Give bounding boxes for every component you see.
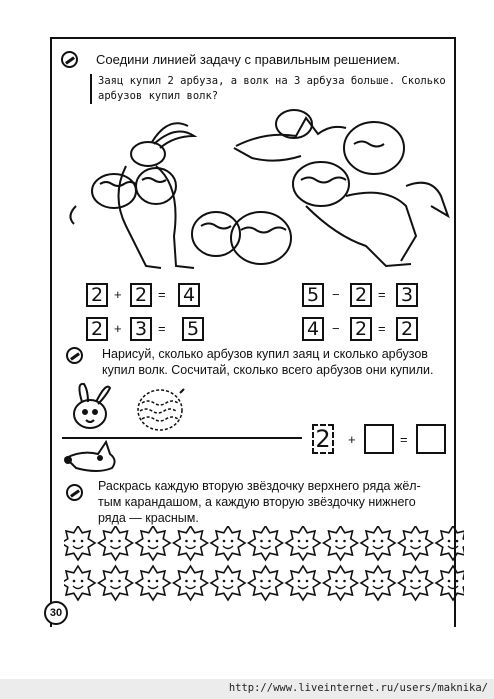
task2-line-2: купил волк. Сосчитай, сколько всего арбузов они купили. bbox=[102, 363, 434, 377]
task3-line-3: ряда — красным. bbox=[98, 511, 199, 525]
star-icon[interactable] bbox=[99, 566, 133, 600]
star-icon[interactable] bbox=[361, 526, 395, 560]
number-box: 2 bbox=[350, 317, 372, 341]
star-icon[interactable] bbox=[136, 526, 170, 560]
number-box: 5 bbox=[302, 283, 324, 307]
sum-second-box[interactable] bbox=[364, 424, 394, 454]
star-icon[interactable] bbox=[436, 526, 464, 560]
problem-marker bbox=[90, 74, 92, 104]
wolf-cap-melon bbox=[276, 110, 312, 138]
equals-sign: = bbox=[158, 321, 166, 336]
task3-line-2: тым карандашом, а каждую вторую звёздочку нижнего bbox=[98, 495, 416, 509]
sum-total-box[interactable] bbox=[416, 424, 446, 454]
number-box: 3 bbox=[130, 317, 152, 341]
equals-sign: = bbox=[378, 321, 386, 336]
divider-line bbox=[62, 437, 302, 439]
pencil-icon bbox=[66, 347, 83, 364]
star-icon[interactable] bbox=[99, 526, 133, 560]
star-icon[interactable] bbox=[436, 566, 464, 600]
hare-icon bbox=[62, 380, 122, 435]
star-icon[interactable] bbox=[64, 566, 95, 600]
sum-first-box: 2 bbox=[312, 424, 334, 454]
stars-area bbox=[64, 526, 464, 606]
pencil-icon bbox=[61, 51, 78, 68]
star-icon[interactable] bbox=[211, 566, 245, 600]
number-box: 2 bbox=[86, 283, 108, 307]
problem-line-2: арбузов купил волк? bbox=[98, 90, 219, 102]
star-icon[interactable] bbox=[249, 566, 283, 600]
watermelon-icon bbox=[134, 385, 190, 435]
hare-head bbox=[131, 142, 165, 166]
footer-bar bbox=[0, 679, 494, 699]
number-box: 2 bbox=[130, 283, 152, 307]
star-icon[interactable] bbox=[399, 526, 433, 560]
wolf-icon bbox=[62, 440, 122, 480]
operator: + bbox=[114, 287, 122, 302]
operator: − bbox=[332, 287, 340, 302]
problem-line-1: Заяц купил 2 арбуза, а волк на 3 арбуза больше. Сколько bbox=[98, 75, 446, 87]
hare-wolf-illustration bbox=[56, 106, 456, 276]
equals-sign: = bbox=[400, 432, 408, 447]
star-icon[interactable] bbox=[286, 526, 320, 560]
equals-sign: = bbox=[158, 287, 166, 302]
number-box: 2 bbox=[86, 317, 108, 341]
star-icon[interactable] bbox=[249, 526, 283, 560]
equals-sign: = bbox=[378, 287, 386, 302]
footer-url[interactable]: http://www.liveinternet.ru/users/maknika/ bbox=[228, 682, 488, 694]
star-icon[interactable] bbox=[286, 566, 320, 600]
number-box: 4 bbox=[302, 317, 324, 341]
watermelon-1 bbox=[92, 174, 136, 208]
star-icon[interactable] bbox=[361, 566, 395, 600]
star-icon[interactable] bbox=[136, 566, 170, 600]
task2-line-1: Нарисуй, сколько арбузов купил заяц и сколько арбузов bbox=[102, 347, 428, 361]
operator: − bbox=[332, 321, 340, 336]
page-number: 30 bbox=[44, 601, 68, 625]
answer-box[interactable]: 4 bbox=[178, 283, 200, 307]
plus-sign: + bbox=[348, 432, 356, 447]
star-icon[interactable] bbox=[324, 566, 358, 600]
star-icon[interactable] bbox=[64, 526, 95, 560]
answer-box[interactable]: 2 bbox=[396, 317, 418, 341]
star-icon[interactable] bbox=[399, 566, 433, 600]
star-icon[interactable] bbox=[174, 566, 208, 600]
answer-box[interactable]: 5 bbox=[182, 317, 204, 341]
answer-box[interactable]: 3 bbox=[396, 283, 418, 307]
task3-line-1: Раскрась каждую вторую звёздочку верхнего ряда жёл- bbox=[98, 479, 421, 493]
number-box: 2 bbox=[350, 283, 372, 307]
star-icon[interactable] bbox=[324, 526, 358, 560]
operator: + bbox=[114, 321, 122, 336]
star-icon[interactable] bbox=[211, 526, 245, 560]
star-icon[interactable] bbox=[174, 526, 208, 560]
pencil-icon bbox=[66, 484, 83, 501]
task1-instruction: Соедини линией задачу с правильным решением. bbox=[96, 52, 401, 67]
